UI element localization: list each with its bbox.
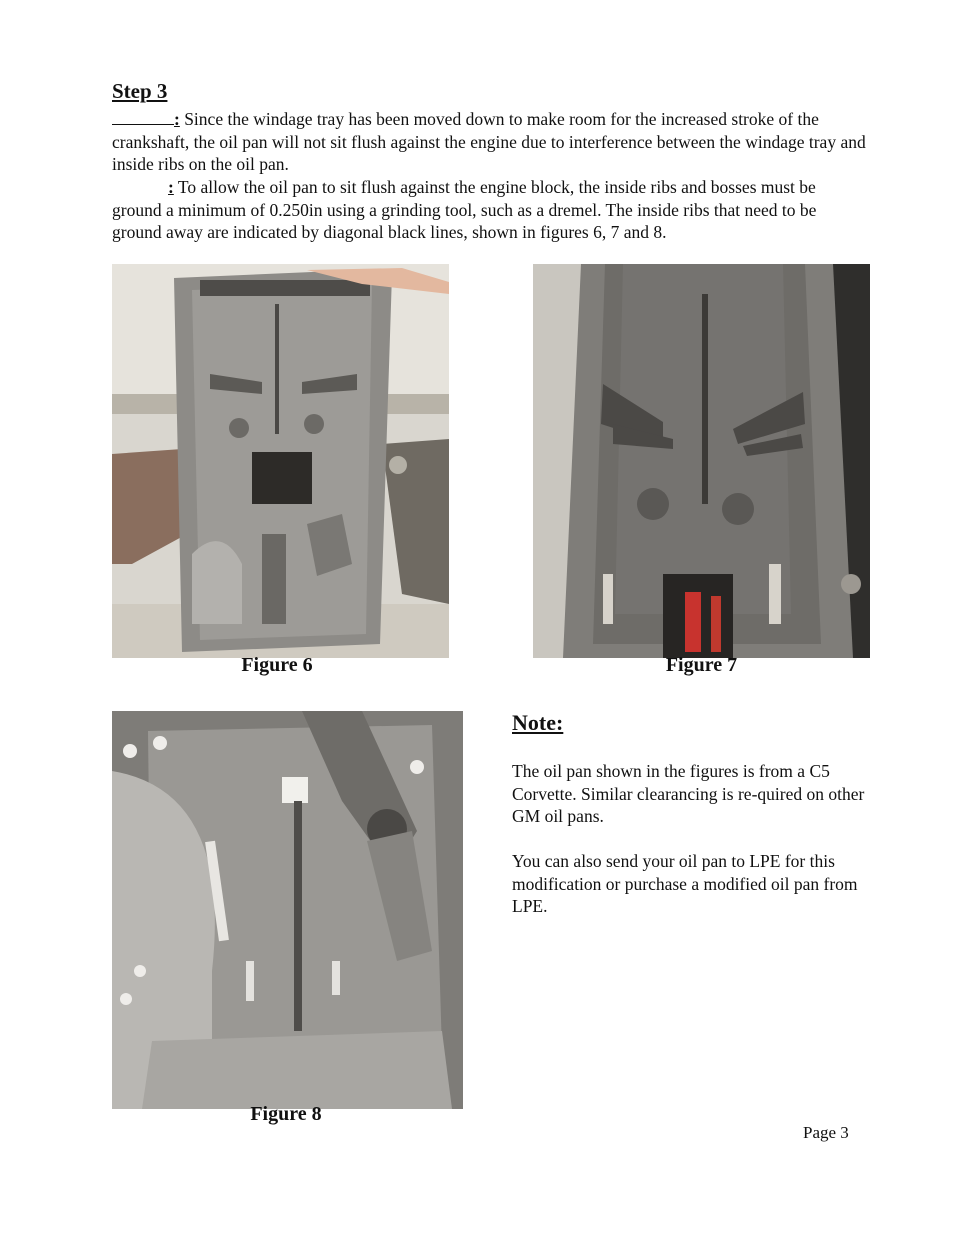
figure-7-photo: [533, 264, 870, 658]
paragraph-solution-text: To allow the oil pan to sit flush against the engine block, the inside ribs and bosses must be ground a minimum of 0.250in using a grinding tool, such as a dremel. The inside ribs that need to be ground away are indicated by diagonal black lines, shown in figures 6, 7 and 8.: [112, 177, 817, 242]
figure-6-photo: [112, 264, 449, 658]
paragraph-problem: [112, 108, 867, 176]
blank-underline: [112, 110, 174, 125]
note-title: Note:: [512, 710, 564, 735]
colon-marker: :: [168, 177, 174, 197]
colon-marker: :: [174, 109, 180, 129]
figure-8-photo: [112, 711, 463, 1109]
paragraph-solution: [112, 176, 867, 244]
note-paragraph-1: The oil pan shown in the figures is from a C5 Corvette. Similar clearancing is re-quired on other GM oil pans.: [512, 761, 865, 826]
step-heading: Step 3: [112, 79, 168, 103]
note-paragraph-2: You can also send your oil pan to LPE for this modification or purchase a modified oil pan from LPE.: [512, 851, 858, 916]
figure-6-caption: Figure 6: [241, 654, 313, 676]
figure-7-caption: Figure 7: [665, 654, 738, 676]
figure-8-caption: Figure 8: [250, 1103, 322, 1125]
paragraph-problem-text: Since the windage tray has been moved down to make room for the increased stroke of the crankshaft, the oil pan will not sit flush against the engine due to interference between the windage tray and inside ribs on the oil pan.: [112, 109, 866, 174]
page-number: Page 3: [803, 1123, 849, 1142]
